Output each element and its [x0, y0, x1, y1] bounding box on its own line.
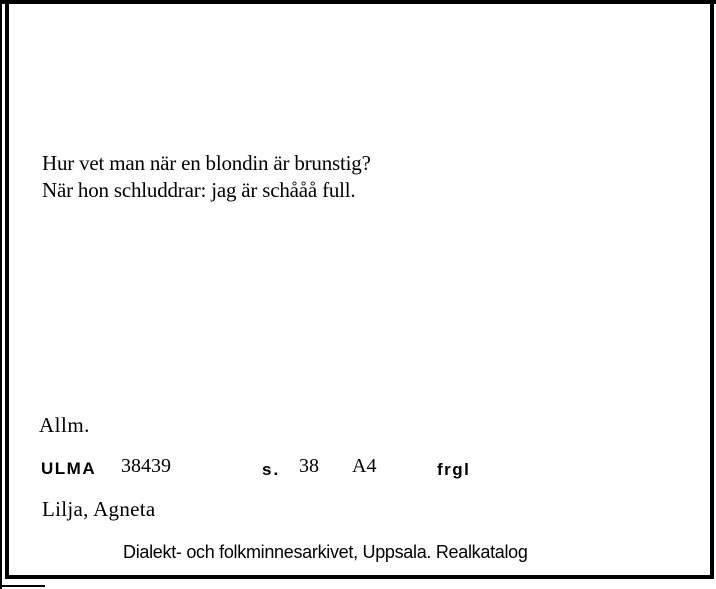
- card-border-bottom-stub: [0, 585, 45, 587]
- card-border-bottom: [5, 575, 714, 579]
- page-label: s.: [262, 460, 281, 479]
- archive-reference-row: [0, 455, 716, 485]
- card-border-right: [710, 0, 714, 579]
- joke-answer: När hon schluddrar: jag är schååå full.: [42, 178, 356, 202]
- page-number: 38: [299, 455, 319, 477]
- archive-number: 38439: [121, 455, 171, 477]
- joke-question: Hur vet man när en blondin är brunstig?: [42, 151, 371, 175]
- paper-format: A4: [352, 455, 377, 477]
- card-border-left: [5, 0, 9, 578]
- informant-name: Lilja, Agneta: [42, 497, 156, 521]
- category-label: Allm.: [39, 413, 90, 437]
- archive-code: ULMA: [41, 459, 97, 478]
- card-border-left-outer: [0, 0, 2, 589]
- card-border-top: [0, 0, 716, 4]
- joke-text: [42, 150, 371, 204]
- archive-footer: Dialekt- och folkminnesarkivet, Uppsala. Realkatalog: [123, 542, 528, 562]
- source-code: frgl: [437, 460, 471, 479]
